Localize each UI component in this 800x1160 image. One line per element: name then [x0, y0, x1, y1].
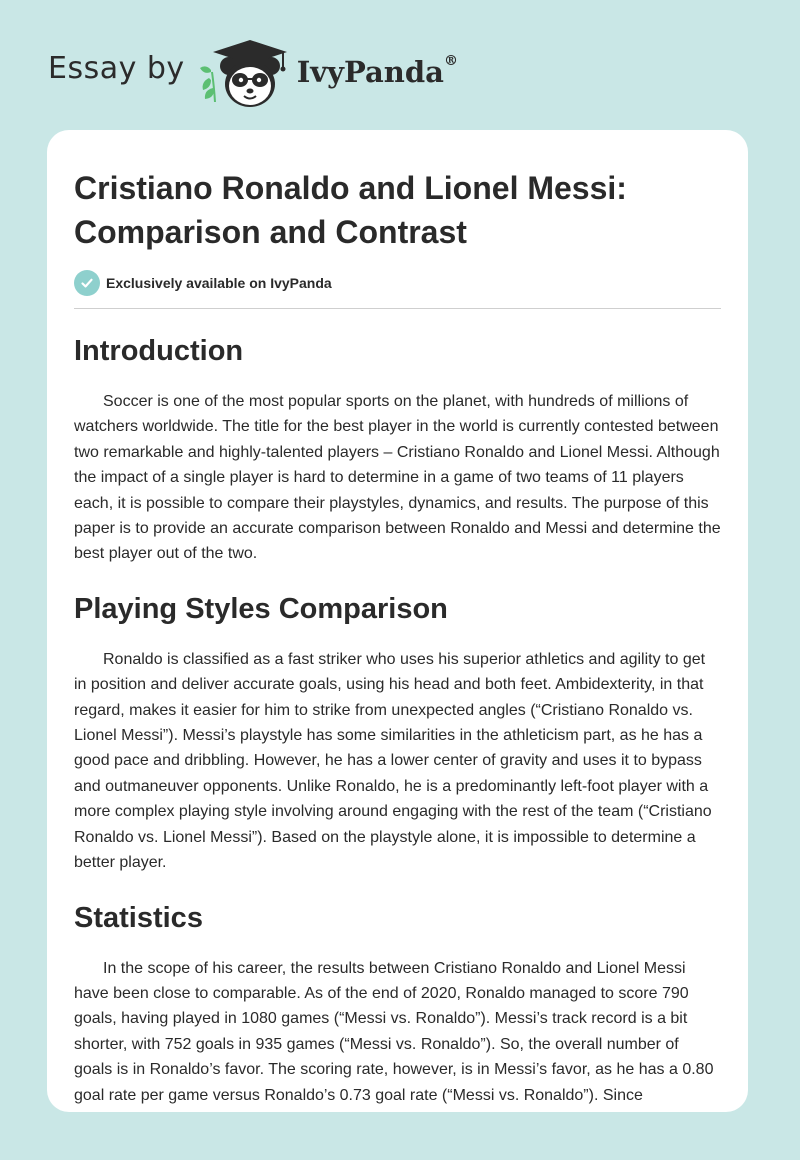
registered-mark: ®: [443, 53, 458, 69]
article-card: [47, 130, 748, 1112]
article-title: [74, 166, 721, 254]
section-heading-introduction: Introduction: [74, 335, 244, 367]
brand-prefix: Essay by: [48, 50, 185, 86]
ivypanda-logo-icon[interactable]: [199, 34, 291, 114]
section-heading-statistics: Statistics: [74, 901, 203, 934]
section-paragraph-introduction: Soccer is one of the most popular sports on the planet, with hundreds of millions of watchers worldwide. The title for the best player in the world is currently contested between two remarkable and highly-talented players – Cristiano Ronaldo and Lionel Messi. Although the impact of a single player is hard to determine in a game of two teams of 11 players each, it is possible to compare their playstyles, dynamics, and results. The purpose of this paper is to provide an accurate comparison between Ronaldo and Messi and determine the best player out of the two.: [74, 393, 721, 563]
divider: [74, 308, 721, 309]
section-paragraph-statistics: In the scope of his career, the results between Cristiano Ronaldo and Lionel Messi have been close to comparable. As of the end of 2020, Ronaldo managed to score 790 goals, having played in 1080 games (“Messi vs. Ronaldo”). Messi’s track record is a bit shorter, with 752 goals in 935 games (“Messi vs. Ronaldo”). So, the overall number of goals is in Ronaldo’s favor. The scoring rate, however, is in Messi’s favor, as he has a 0.80 goal rate per game versus Ronaldo’s 0.73 goal rate (“Messi vs. Ronaldo”). Since: [74, 959, 714, 1104]
brand-name: IvyPanda®: [296, 53, 458, 89]
article-title-line1: Cristiano Ronaldo and Lionel Messi:: [74, 170, 627, 206]
exclusive-label: Exclusively available on IvyPanda: [106, 275, 332, 291]
checkmark-icon: [74, 270, 100, 296]
article-title-line2: Comparison and Contrast: [74, 214, 467, 250]
exclusive-notice: [74, 270, 721, 296]
brand-header: [48, 34, 458, 114]
section-heading-playing-styles: Playing Styles Comparison: [74, 592, 448, 625]
section-paragraph-playing-styles: Ronaldo is classified as a fast striker who uses his superior athletics and agility to get in position and deliver accurate goals, using his head and both feet. Ambidexterity, in that regard, makes it easier for him to strike from unexpected angles (“Cristiano Ronaldo vs. Lionel Messi”). Messi’s playstyle has some similarities in the athleticism part, as he has a good pace and dribbling. However, he has a lower center of gravity and uses it to bypass and outmaneuver opponents. Unlike Ronaldo, he is a predominantly left-foot player with a more complex playing style involving around engaging with the rest of the team (“Cristiano Ronaldo vs. Lionel Messi”). Based on the playstyle alone, it is impossible to determine a better player.: [74, 650, 712, 872]
